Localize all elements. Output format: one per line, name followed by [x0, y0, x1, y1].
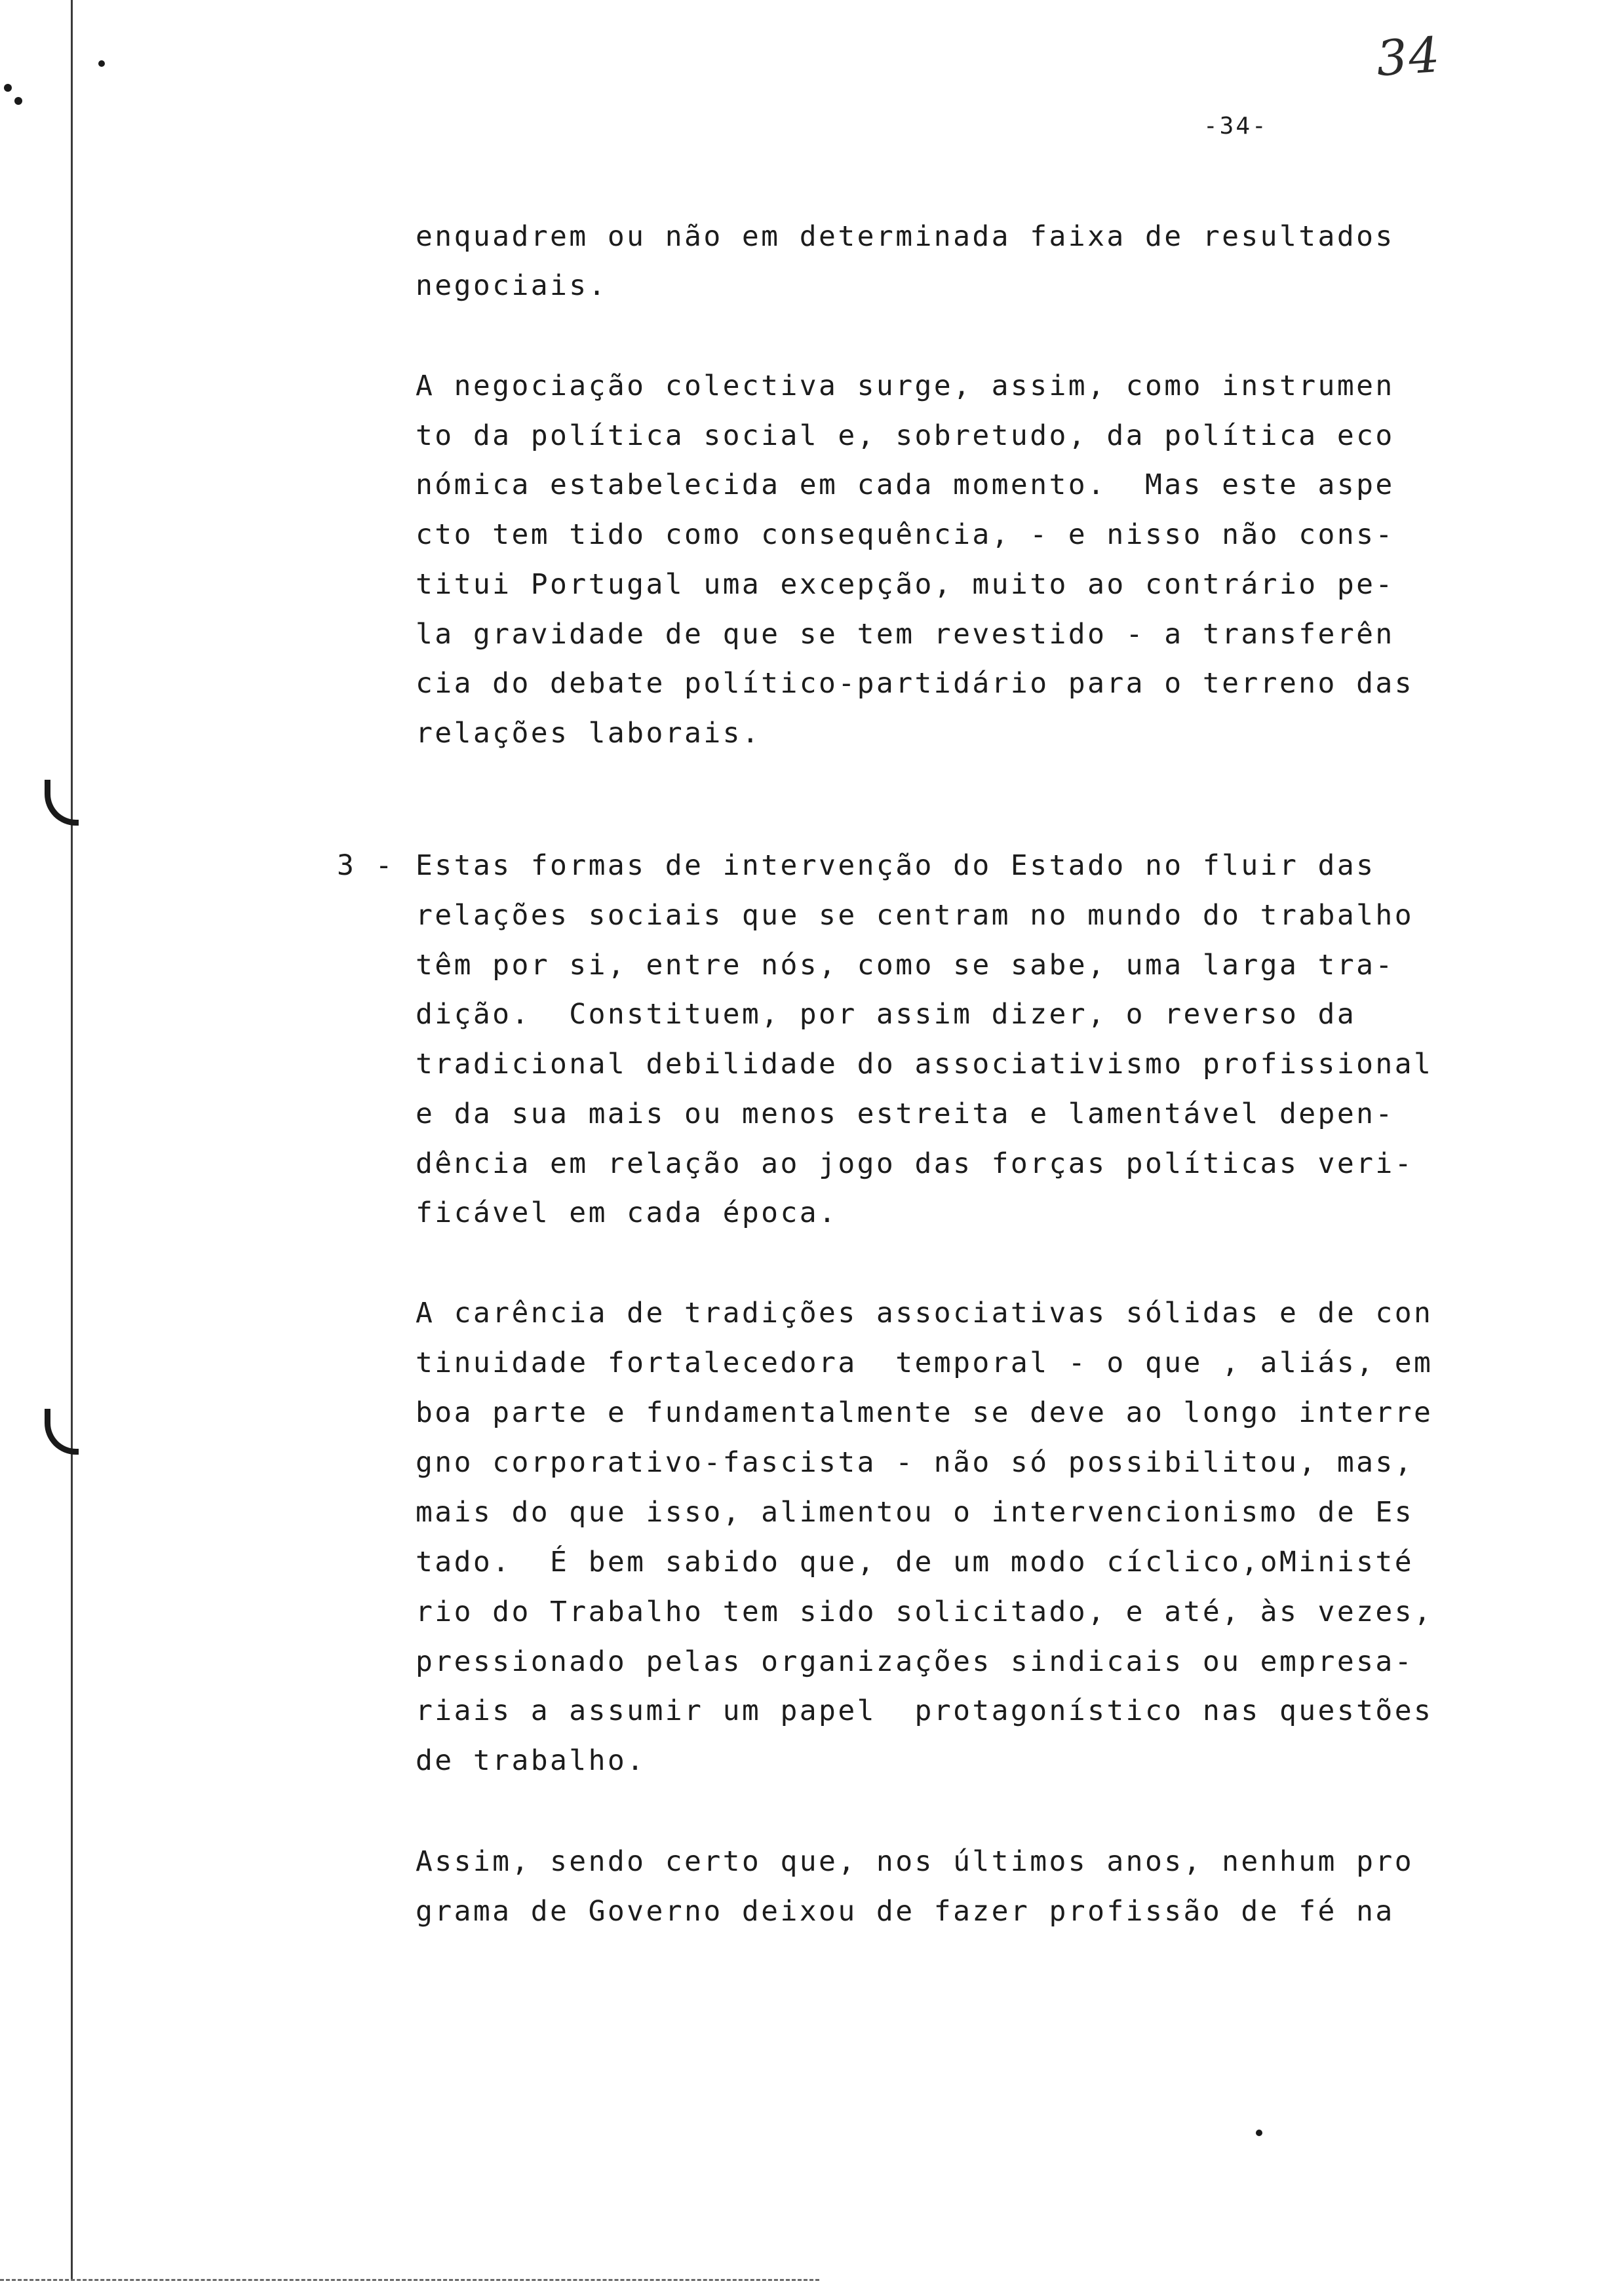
- section-number: 3 -: [337, 849, 395, 882]
- text-line: mais do que isso, alimentou o intervencionismo de Es: [416, 1496, 1414, 1529]
- text-line: cia do debate político-partidário para o terreno das: [416, 667, 1414, 700]
- text-line: negociais.: [416, 269, 608, 302]
- text-line: ficável em cada época.: [416, 1196, 838, 1229]
- text-line: la gravidade de que se tem revestido - a transferên: [416, 618, 1395, 651]
- text-line: to da política social e, sobretudo, da política eco: [416, 419, 1395, 452]
- text-line: têm por si, entre nós, como se sabe, uma larga tra-: [416, 949, 1395, 982]
- text-line: grama de Governo deixou de fazer profissão de fé na: [416, 1895, 1395, 1928]
- scan-speck: [14, 97, 22, 105]
- text-line: pressionado pelas organizações sindicais ou empresa-: [416, 1645, 1414, 1678]
- text-line: gno corporativo-fascista - não só possibilitou, mas,: [416, 1446, 1414, 1479]
- bottom-edge-rule: [0, 2279, 819, 2281]
- punch-hole-mark-upper: [45, 780, 79, 826]
- page-number: -34-: [1203, 113, 1268, 140]
- text-line: relações sociais que se centram no mundo do trabalho: [416, 899, 1414, 932]
- scan-speck: [1256, 2130, 1262, 2136]
- text-line: nómica estabelecida em cada momento. Mas este aspe: [416, 469, 1395, 501]
- text-line: A negociação colectiva surge, assim, como instrumen: [416, 370, 1395, 402]
- text-line: tradicional debilidade do associativismo profissional: [416, 1048, 1433, 1081]
- text-line: rio do Trabalho tem sido solicitado, e até, às vezes,: [416, 1596, 1433, 1628]
- handwritten-folio-number: 34: [1374, 26, 1443, 88]
- text-line: de trabalho.: [416, 1744, 646, 1777]
- punch-hole-mark-lower: [45, 1409, 79, 1455]
- text-line: tado. É bem sabido que, de um modo cíclico,oMinisté: [416, 1546, 1414, 1578]
- text-line: tinuidade fortalecedora temporal - o que , aliás, em: [416, 1347, 1433, 1379]
- text-line: e da sua mais ou menos estreita e lamentável depen-: [416, 1098, 1395, 1130]
- text-line: Assim, sendo certo que, nos últimos anos, nenhum pro: [416, 1845, 1414, 1878]
- scan-speck: [4, 84, 12, 92]
- text-line: dência em relação ao jogo das forças políticas veri-: [416, 1147, 1414, 1180]
- text-line: cto tem tido como consequência, - e nisso não cons-: [416, 518, 1395, 551]
- text-line: relações laborais.: [416, 717, 762, 750]
- text-line: Estas formas de intervenção do Estado no fluir das: [416, 849, 1376, 882]
- text-line: boa parte e fundamentalmente se deve ao longo interre: [416, 1396, 1433, 1429]
- text-line: A carência de tradições associativas sólidas e de con: [416, 1297, 1433, 1330]
- binding-margin-line: [71, 0, 73, 2280]
- text-line: enquadrem ou não em determinada faixa de resultados: [416, 220, 1395, 253]
- scan-speck: [98, 60, 105, 67]
- text-line: riais a assumir um papel protagonístico nas questões: [416, 1694, 1433, 1727]
- text-line: dição. Constituem, por assim dizer, o reverso da: [416, 998, 1357, 1031]
- text-line: titui Portugal uma excepção, muito ao contrário pe-: [416, 568, 1395, 601]
